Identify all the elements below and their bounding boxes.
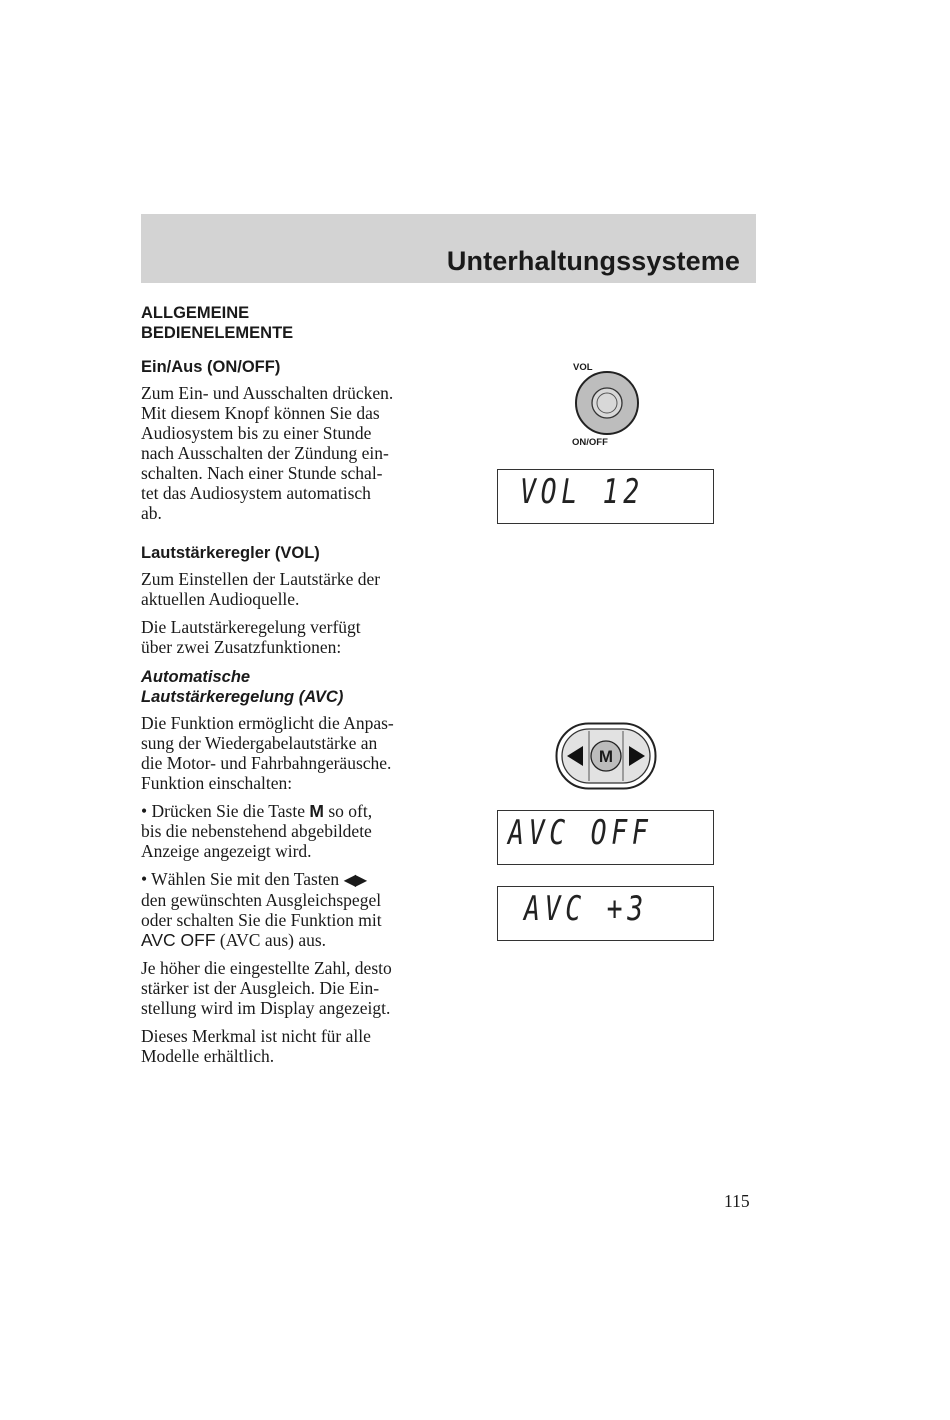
- section-heading-line: ALLGEMEINE: [141, 304, 250, 322]
- avc-intro: Die Funktion ermöglicht die Anpas- sung der Wiedergabelautstärke an die Motor- und Fahrbahngeräusche. Funktion einschalten:: [141, 713, 394, 793]
- avc-text-3: Je höher die eingestellte Zahl, desto stärker ist der Ausgleich. Die Ein- stellung wird im Display angezeigt.: [141, 958, 392, 1018]
- text-column: [141, 303, 441, 1074]
- display-vol: [497, 469, 714, 524]
- section-heading: [141, 303, 441, 343]
- volume-knob-icon: [572, 370, 642, 436]
- display-avc-off-text: AVC OFF: [508, 813, 653, 853]
- display-avc-level: [497, 886, 714, 941]
- avc-bullet-2: • Wählen Sie mit den Tasten ◀▶ den gewünschten Ausgleichspegel oder schalten Sie die Funktion mit AVC OFF (AVC aus) aus.: [141, 869, 382, 950]
- avc-bullet-1: • Drücken Sie die Taste M so oft, bis die nebenstehend abgebildete Anzeige angezeigt wird.: [141, 801, 373, 861]
- section-heading-line: BEDIENELEMENTE: [141, 324, 294, 342]
- vol-text-2: Die Lautstärkeregelung verfügt über zwei Zusatzfunktionen:: [141, 617, 361, 657]
- vol-heading: Lautstärkeregler (VOL): [141, 544, 320, 562]
- display-avc-level-text: AVC +3: [524, 889, 648, 929]
- avc-heading: Automatische Lautstärkeregelung (AVC): [141, 668, 344, 706]
- chapter-header: [141, 214, 756, 283]
- page-number: 115: [724, 1191, 750, 1211]
- avc-text-4: Dieses Merkmal ist nicht für alle Modelle erhältlich.: [141, 1026, 371, 1066]
- m-button-label: M: [598, 747, 614, 766]
- onoff-text: Zum Ein- und Ausschalten drücken. Mit diesem Knopf können Sie das Audiosystem bis zu einer Stunde nach Ausschalten der Zündung ein- schalten. Nach einer Stunde schal- tet das Audiosystem automatisch ab.: [141, 383, 394, 523]
- knob-vol-label: VOL: [573, 362, 593, 373]
- arrow-keys-icon: ◀▶: [343, 870, 367, 889]
- knob-onoff-label: ON/OFF: [572, 437, 608, 448]
- display-avc-off: [497, 810, 714, 865]
- chapter-title: Unterhaltungssysteme: [446, 246, 740, 276]
- onoff-heading: Ein/Aus (ON/OFF): [141, 358, 281, 376]
- display-vol-text: VOL 12: [520, 472, 644, 512]
- vol-text-1: Zum Einstellen der Lautstärke der aktuellen Audioquelle.: [141, 569, 381, 609]
